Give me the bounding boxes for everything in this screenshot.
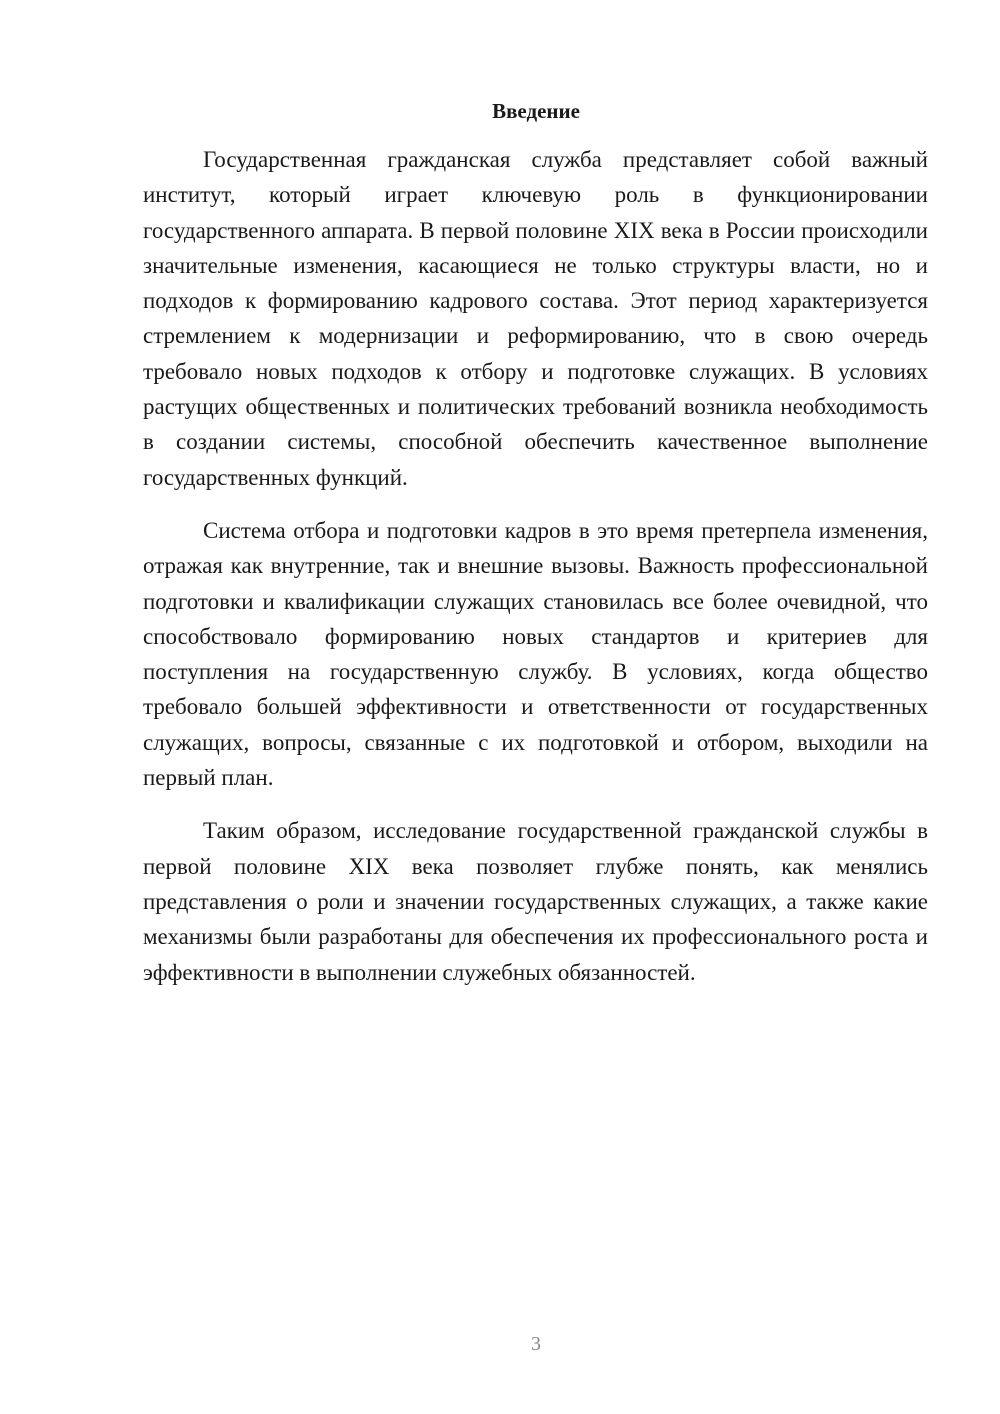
paragraph-2: Система отбора и подготовки кадров в это время претерпела изменения, отражая как внутренние, так и внешние вызовы. Важность профессиональной подготовки и квалификации служащих становилась все более очевидной, что способствовало формированию новых стандартов и критериев для поступления на государственную службу. В условиях, когда общество требовало большей эффективности и ответственности от государственных служащих, вопросы, связанные с их подготовкой и отбором, выходили на первый план.: [143, 517, 928, 791]
paragraph-1: Государственная гражданская служба представляет собой важный институт, который играет ключевую роль в функционировании государственного аппарата. В первой половине XIX века в России происходили значительные изменения, касающиеся не только структуры власти, но и подходов к формированию кадрового состава. Этот период характеризуется стремлением к модернизации и реформированию, что в свою очередь требовало новых подходов к отбору и подготовке служащих. В условиях растущих общественных и политических требований возникла необходимость в создании системы, способной обеспечить качественное выполнение государственных функций.: [143, 147, 928, 490]
page-number: 3: [531, 1333, 541, 1355]
document-body: [143, 142, 928, 1008]
paragraph-3: Таким образом, исследование государственной гражданской службы в первой половине XIX века позволяет глубже понять, как менялись представления о роли и значении государственных служащих, а также какие механизмы были разработаны для обеспечения их профессионального роста и эффективности в выполнении служебных обязанностей.: [143, 818, 928, 985]
page-heading: Введение: [492, 99, 580, 123]
